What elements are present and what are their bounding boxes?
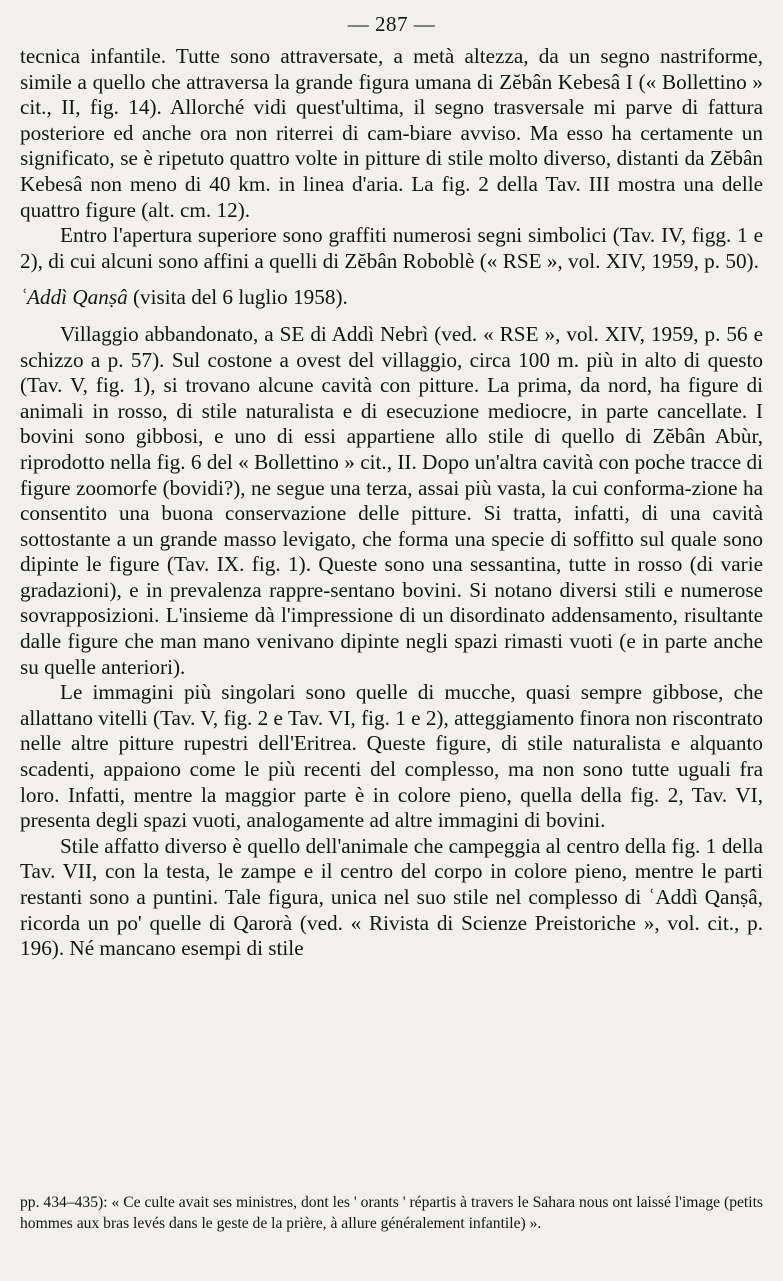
paragraph-5: Stile affatto diverso è quello dell'animale che campeggia al centro della fig. 1 della Tav. VII, con la testa, le zampe e il centro del corpo in colore pieno, mentre le parti restanti sono a puntini. Tale figura, unica nel suo stile nel complesso di ʿAddì Qanṣâ, ricorda un po' quelle di Qarorà (ved. « Rivista di Scienze Preistoriche », vol. cit., p. 196). Né mancano esempi di stile [20,833,763,961]
section-heading [20,285,763,311]
footnote [20,1192,763,1234]
paragraph-3: Villaggio abbandonato, a SE di Addì Nebrì (ved. « RSE », vol. XIV, 1959, p. 56 e schizzo a p. 57). Sul costone a ovest del villaggio, circa 100 m. più in alto di questo (Tav. V, fig. 1), si trovano alcune cavità con pitture. La prima, da nord, ha figure di animali in rosso, di stile naturalista e di esecuzione mediocre, in parte cancellate. I bovini sono gibbosi, e uno di essi appartiene allo stile di quello di Zĕbân Abùr, riprodotto nella fig. 6 del « Bollettino » cit., II. Dopo un'altra cavità con poche tracce di figure zoomorfe (bovidi?), ne segue una terza, assai più vasta, la cui conforma-zione ha consentito una buona conservazione delle pitture. Si tratta, infatti, di una cavità sottostante a un grande masso levigato, che forma una specie di soffitto sul quale sono dipinte le figure (Tav. IX. fig. 1). Queste sono una sessantina, tutte in rosso (di varie gradazioni), e in prevalenza rappre-sentano bovini. Si notano diversi stili e numerose sovrapposizioni. L'insieme dà l'impressione di un disordinato addensamento, risultante dalle figure che man mano venivano dipinte negli spazi rimasti vuoti (e in parte anche su quelle anteriori). [20,321,763,679]
footnote-text: pp. 434–435): « Ce culte avait ses ministres, dont les ' orants ' répartis à travers le Sahara nous ont laissé l'image (petits hommes aux bras levés dans le geste de la prière, à allure généralement infantile) ». [20,1194,763,1232]
section-heading-place: ʿAddì Qanṣâ [20,285,128,310]
paragraph-2: Entro l'apertura superiore sono graffiti numerosi segni simbolici (Tav. IV, figg. 1 e 2), di cui alcuni sono affini a quelli di Zĕbân Roboblè (« RSE », vol. XIV, 1959, p. 50). [20,223,763,273]
section-heading-date: (visita del 6 luglio 1958). [127,285,348,310]
paragraph-4: Le immagini più singolari sono quelle di mucche, quasi sempre gibbose, che allattano vitelli (Tav. V, fig. 2 e Tav. VI, fig. 1 e 2), atteggiamento finora non riscontrato nelle altre pitture rupestri dell'Eritrea. Queste figure, di stile naturalista e alquanto scadenti, appaiono come le più recenti del complesso, ma non sono tutte uguali fra loro. Infatti, mentre la maggior parte è in colore pieno, quella della fig. 2, Tav. VI, presenta degli spazi vuoti, analogamente ad altre immagini di bovini. [20,680,763,833]
paragraph-1: tecnica infantile. Tutte sono attraversate, a metà altezza, da un segno nastriforme, simile a quello che attraversa la grande figura umana di Zĕbân Kebesâ I (« Bollettino » cit., II, fig. 14). Allorché vidi quest'ultima, il segno trasversale mi parve di fattura posteriore ed anche ora non riterrei di cam-biare avviso. Ma esso ha certamente un significato, se è ripetuto quattro volte in pitture di stile molto diverso, distanti da Zĕbân Kebesâ non meno di 40 km. in linea d'aria. La fig. 2 della Tav. III mostra una delle quattro figure (alt. cm. 12). [20,44,763,222]
page-number: — 287 — [347,12,436,36]
body-text [20,44,763,962]
